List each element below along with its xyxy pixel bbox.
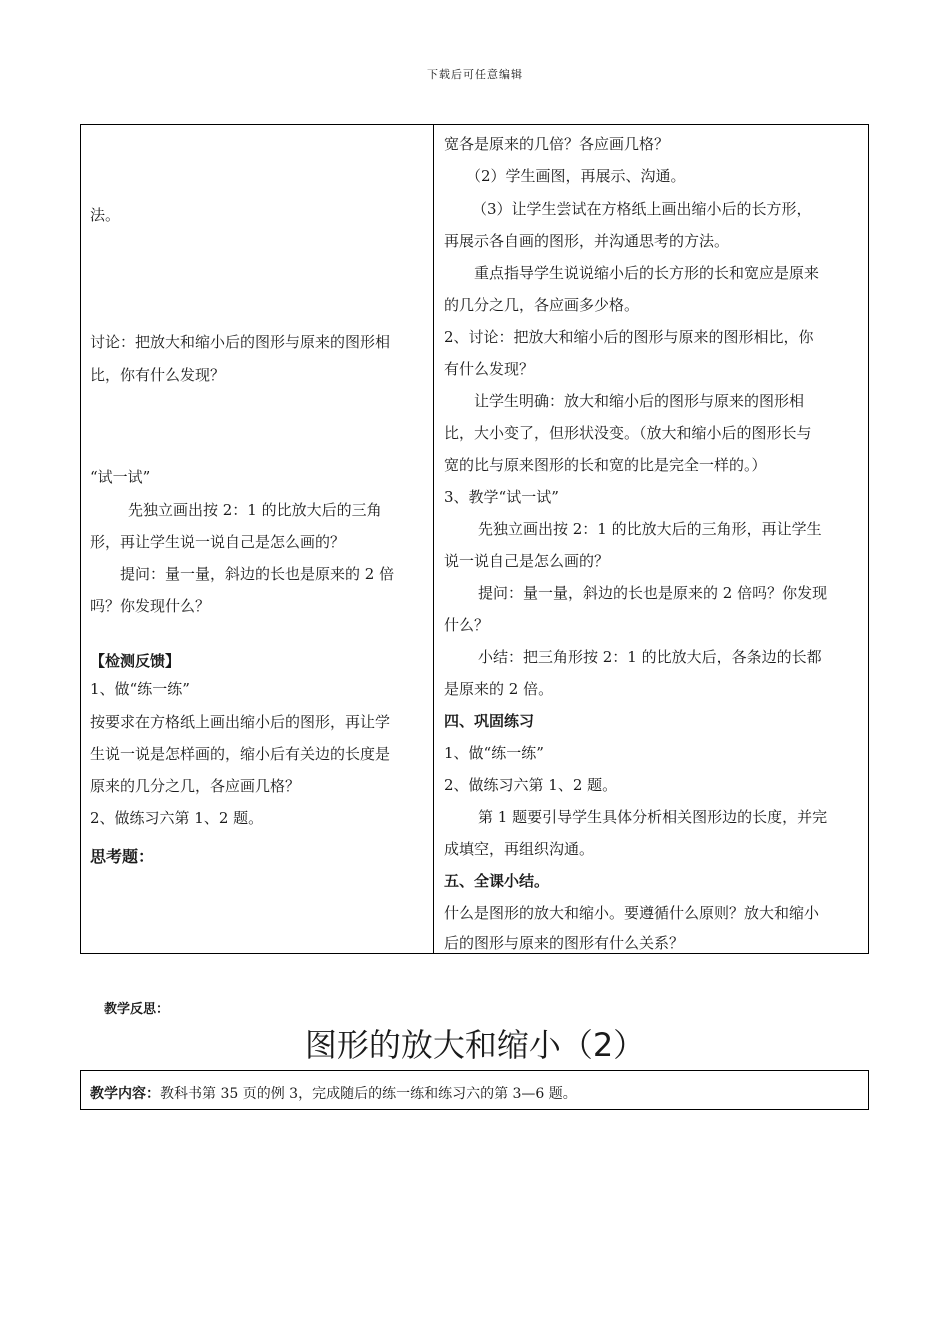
right-text: 比，大小变了，但形状没变。（放大和缩小后的图形长与 xyxy=(444,424,812,442)
right-text: 2、讨论：把放大和缩小后的图形与原来的图形相比，你 xyxy=(444,328,814,346)
left-text: 1、做“练一练” xyxy=(90,680,190,698)
content-text: 教科书第 35 页的例 3，完成随后的练一练和练习六的第 3—6 题。 xyxy=(160,1086,577,1102)
right-text: 是原来的 2 倍。 xyxy=(444,680,554,698)
feedback-heading: 【检测反馈】 xyxy=(90,652,181,670)
content-line xyxy=(90,1084,577,1104)
right-text: 后的图形与原来的图形有什么关系？ xyxy=(444,934,685,952)
right-text: 1、做“练一练” xyxy=(444,744,544,762)
reflection-label: 教学反思： xyxy=(104,1002,170,1017)
right-text: 说一说自己是怎么画的？ xyxy=(444,552,610,570)
left-text: 吗？你发现什么？ xyxy=(90,597,211,615)
page-header: 下载后可任意编辑 xyxy=(427,68,523,81)
right-text: 什么是图形的放大和缩小。要遵循什么原则？放大和缩小 xyxy=(444,904,820,922)
think-heading: 思考题： xyxy=(90,847,155,866)
right-text: 宽的比与原来图形的长和宽的比是完全一样的。） xyxy=(444,456,767,474)
left-text: 生说一说是怎样画的，缩小后有关边的长度是 xyxy=(90,745,391,763)
left-text: 按要求在方格纸上画出缩小后的图形，再让学 xyxy=(90,713,391,731)
right-text: 提问：量一量，斜边的长也是原来的 2 倍吗？你发现 xyxy=(478,584,828,602)
left-text: 提问：量一量，斜边的长也是原来的 2 倍 xyxy=(120,565,395,583)
left-text: 讨论：把放大和缩小后的图形与原来的图形相 xyxy=(90,333,391,351)
right-text: 让学生明确：放大和缩小后的图形与原来的图形相 xyxy=(474,392,805,410)
right-text: 什么？ xyxy=(444,616,490,634)
left-text: 2、做练习六第 1、2 题。 xyxy=(90,809,264,827)
right-text: 3、教学“试一试” xyxy=(444,488,559,506)
right-text: 2、做练习六第 1、2 题。 xyxy=(444,776,618,794)
summary-heading: 五、全课小结。 xyxy=(444,872,550,890)
right-text: 成填空，再组织沟通。 xyxy=(444,840,595,858)
right-text: 有什么发现？ xyxy=(444,360,535,378)
right-text: 小结：把三角形按 2：1 的比放大后，各条边的长都 xyxy=(478,648,822,666)
right-text: （2）学生画图，再展示、沟通。 xyxy=(466,167,686,185)
right-text: 宽各是原来的几倍？各应画几格？ xyxy=(444,135,670,153)
page-title: 图形的放大和缩小（2） xyxy=(304,1026,646,1064)
left-text: “试一试” xyxy=(90,468,151,486)
content-box xyxy=(80,1070,869,1110)
left-text: 形，再让学生说一说自己是怎么画的？ xyxy=(90,533,346,551)
left-text: 先独立画出按 2：1 的比放大后的三角 xyxy=(128,501,382,519)
column-divider xyxy=(433,125,434,953)
left-text: 比，你有什么发现？ xyxy=(90,366,226,384)
right-text: 第 1 题要引导学生具体分析相关图形边的长度，并完 xyxy=(478,808,828,826)
practice-heading: 四、巩固练习 xyxy=(444,712,535,730)
right-text: （3）让学生尝试在方格纸上画出缩小后的长方形， xyxy=(472,200,812,218)
right-text: 先独立画出按 2：1 的比放大后的三角形，再让学生 xyxy=(478,520,822,538)
left-text: 法。 xyxy=(90,206,121,224)
left-text: 原来的几分之几，各应画几格？ xyxy=(90,777,301,795)
right-text: 再展示各自画的图形，并沟通思考的方法。 xyxy=(444,232,730,250)
content-label: 教学内容： xyxy=(90,1086,160,1102)
lesson-table xyxy=(80,124,869,954)
right-text: 重点指导学生说说缩小后的长方形的长和宽应是原来 xyxy=(474,264,820,282)
right-text: 的几分之几，各应画多少格。 xyxy=(444,296,640,314)
